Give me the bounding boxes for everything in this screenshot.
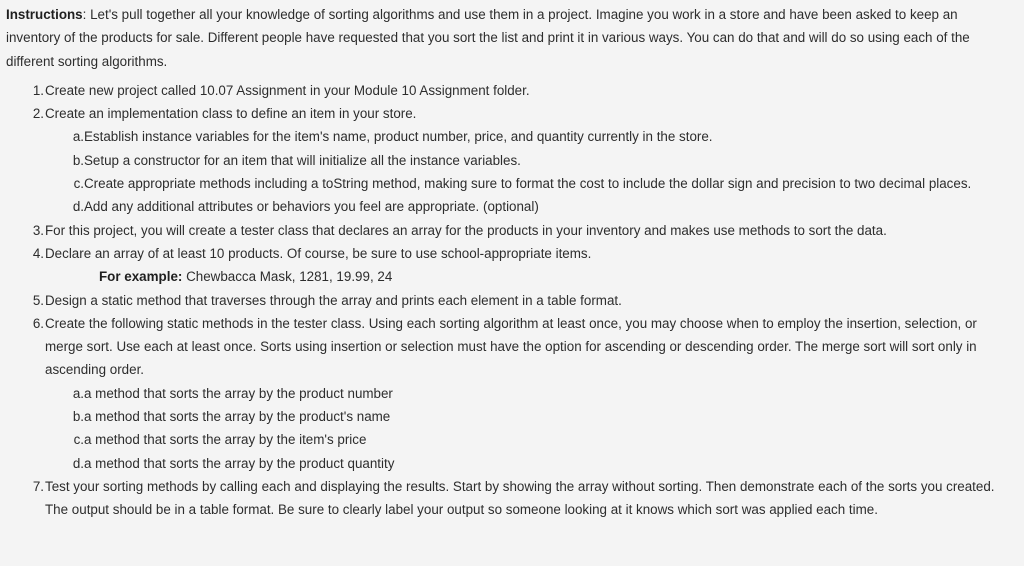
item-number: 2. (32, 106, 44, 122)
list-item (6, 242, 1011, 265)
item-text: Create the following static methods in the tester class. Using each sorting algorithm at least once, you may choose when to employ the insertion, selection, or merge sort. Use each at least once. Sorts using insertion or selection must have the option for ascending or descending order. The merge sort will sort only in ascending order. (45, 315, 977, 378)
example-line (99, 265, 1011, 288)
sub-item-letter: b. (72, 409, 84, 425)
list-item (6, 219, 1011, 242)
sub-item-text: a method that sorts the array by the product's name (84, 409, 391, 425)
sub-item-text: Add any additional attributes or behaviors you feel are appropriate. (optional) (84, 199, 539, 215)
item-text: Create an implementation class to define an item in your store. (45, 106, 417, 122)
list-item (6, 475, 1011, 522)
item-text: Design a static method that traverses through the array and prints each element in a table format. (45, 292, 622, 308)
list-item (6, 289, 1011, 312)
sub-item-letter: d. (72, 199, 84, 215)
example-label: For example: (99, 269, 183, 285)
item-text: For this project, you will create a tester class that declares an array for the products in your inventory and makes use methods to sort the data. (45, 222, 887, 238)
intro-paragraph (6, 3, 1011, 73)
sub-list-item (6, 382, 1011, 405)
item-number: 7. (32, 478, 44, 494)
sub-list-item (6, 149, 1011, 172)
example-text: Chewbacca Mask, 1281, 19.99, 24 (182, 269, 393, 285)
sub-item-text: Setup a constructor for an item that will initialize all the instance variables. (84, 152, 521, 168)
item-text: Declare an array of at least 10 products. Of course, be sure to use school-appropriate items. (45, 245, 592, 261)
sub-list-item (6, 405, 1011, 428)
item-number: 5. (32, 292, 44, 308)
sub-item-letter: c. (73, 176, 84, 192)
sub-item-text: a method that sorts the array by the item's price (84, 432, 367, 448)
sub-item-text: Establish instance variables for the item's name, product number, price, and quantity currently in the store. (84, 129, 713, 145)
item-number: 1. (32, 82, 44, 98)
sub-list-item (6, 452, 1011, 475)
sub-list-item (6, 428, 1011, 451)
sub-item-text: a method that sorts the array by the product number (84, 385, 393, 401)
list-item (6, 79, 1011, 102)
item-text: Test your sorting methods by calling each and displaying the results. Start by showing the array without sorting. Then demonstrate each of the sorts you created. The output should be in a table format. Be sure to clearly label your output so someone looking at it knows which sort was applied each time. (45, 478, 995, 518)
sub-item-letter: d. (72, 455, 84, 471)
instructions-label: Instructions (6, 7, 83, 22)
sub-list-item (6, 172, 1011, 195)
sub-item-letter: a. (72, 129, 84, 145)
sub-list-item (6, 195, 1011, 218)
sub-item-letter: b. (72, 152, 84, 168)
item-number: 6. (32, 315, 44, 331)
sub-list-item (6, 125, 1011, 148)
sub-item-letter: a. (72, 385, 84, 401)
sub-item-text: Create appropriate methods including a toString method, making sure to format the cost to include the dollar sign and precision to two decimal places. (84, 176, 972, 192)
item-number: 4. (32, 245, 44, 261)
sub-item-letter: c. (73, 432, 84, 448)
sub-item-text: a method that sorts the array by the product quantity (84, 455, 395, 471)
item-text: Create new project called 10.07 Assignment in your Module 10 Assignment folder. (45, 82, 530, 98)
list-item (6, 312, 1011, 382)
list-item (6, 102, 1011, 125)
item-number: 3. (32, 222, 44, 238)
intro-text: : Let's pull together all your knowledge of sorting algorithms and use them in a project. Imagine you work in a store and have been asked to keep an inventory of the products for sale. Different people have requested that you sort the list and print it in various ways. You can do that and will do so using each of the different sorting algorithms. (6, 7, 970, 69)
